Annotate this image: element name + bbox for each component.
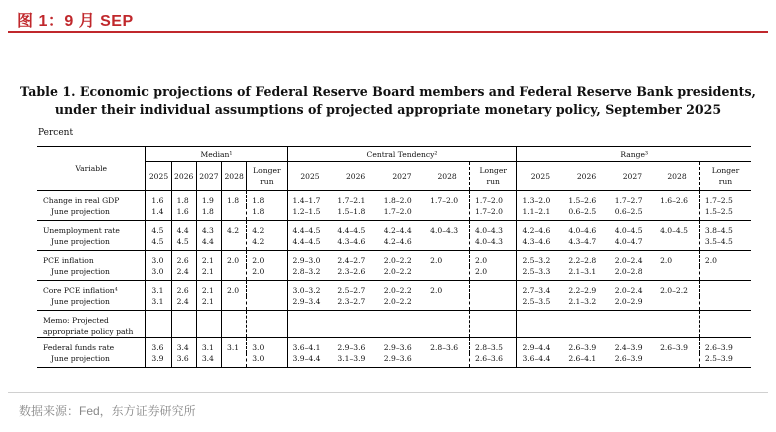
memo-empty-cell [517, 311, 563, 338]
central-value [470, 281, 517, 297]
longer-run-header-line2: run [260, 177, 274, 186]
table-body [37, 191, 751, 368]
median-value: 1.4 [146, 206, 171, 221]
median-value: 2.1 [196, 281, 221, 297]
range-value: 2.0–2.4 [614, 256, 643, 265]
table-row [37, 206, 751, 221]
median-value: 1.8 [171, 191, 196, 207]
longer-run-header [247, 162, 287, 191]
central-value [425, 236, 469, 251]
year-header: 2026 [171, 162, 196, 191]
range-value [655, 236, 699, 251]
central-value: 4.0–4.3 [470, 236, 517, 251]
range-value: 1.7–2.5 [699, 191, 751, 207]
longer-run-header-line1: Longer [479, 166, 507, 175]
range-value: 2.2–2.8 [568, 256, 597, 265]
range-value [699, 281, 751, 297]
central-value: 2.0 [470, 266, 517, 281]
memo-empty-cell [196, 311, 221, 338]
projections-table [37, 146, 751, 368]
central-value: 2.0–2.2 [379, 296, 425, 311]
central-value: 1.2–1.5 [287, 206, 332, 221]
range-value: 4.0–4.5 [660, 226, 689, 235]
range-value: 2.7–3.4 [517, 281, 563, 297]
median-value: 1.6 [146, 191, 171, 207]
central-value: 4.2–4.4 [383, 226, 412, 235]
median-value: 4.5 [171, 236, 196, 251]
range-value: 0.6–2.5 [563, 206, 609, 221]
year-header: 2028 [655, 162, 699, 191]
median-value: 4.5 [146, 236, 171, 251]
central-value: 2.0–2.2 [383, 286, 412, 295]
median-value: 3.1 [222, 338, 247, 354]
median-value: 4.2 [247, 221, 287, 237]
median-value: 3.0 [146, 251, 171, 267]
median-value: 2.0 [222, 281, 247, 297]
range-value: 2.6–3.9 [699, 338, 751, 354]
median-value: 4.2 [247, 236, 287, 251]
median-value [222, 206, 247, 221]
range-value [655, 266, 699, 281]
central-value: 4.3–4.6 [332, 236, 378, 251]
range-value [655, 296, 699, 311]
year-header: 2026 [332, 162, 378, 191]
memo-empty-cell [699, 311, 751, 338]
range-value: 2.0–2.8 [610, 266, 655, 281]
central-value: 2.9–3.6 [337, 343, 366, 352]
range-value: 2.1–3.1 [563, 266, 609, 281]
median-value: 3.6 [146, 338, 171, 354]
year-header: 2027 [196, 162, 221, 191]
range-value: 2.0 [699, 251, 751, 267]
longer-run-header-line1: Longer [711, 166, 740, 175]
table-title-line2: under their individual assumptions of projected appropriate monetary policy, September 2025 [54, 102, 722, 117]
central-value: 2.4–2.7 [337, 256, 366, 265]
median-value: 4.4 [171, 221, 196, 237]
row-label: June projection [37, 206, 146, 221]
median-value [222, 266, 247, 281]
row-label: Change in real GDP [43, 196, 120, 205]
median-value: 3.1 [146, 296, 171, 311]
central-value: 1.7–2.0 [379, 206, 425, 221]
central-value: 2.3–2.6 [332, 266, 378, 281]
median-value: 3.1 [146, 281, 171, 297]
year-header: 2025 [146, 162, 171, 191]
central-value: 1.8–2.0 [383, 196, 412, 205]
central-value: 1.5–1.8 [332, 206, 378, 221]
median-value: 3.6 [171, 353, 196, 368]
memo-empty-cell [425, 311, 469, 338]
central-value: 2.9–3.6 [383, 343, 412, 352]
year-header: 2026 [563, 162, 609, 191]
median-value: 3.4 [196, 353, 221, 368]
table-title-line1: Table 1. Economic projections of Federal Reserve Board members and Federal Reserve Bank presidents, [20, 84, 756, 99]
central-value [425, 206, 469, 221]
range-value [699, 296, 751, 311]
median-value: 2.0 [222, 251, 247, 267]
median-value: 3.1 [196, 338, 221, 354]
range-value [699, 266, 751, 281]
central-value: 2.0–2.2 [383, 256, 412, 265]
memo-empty-cell [379, 311, 425, 338]
range-value: 2.0–2.9 [610, 296, 655, 311]
range-value: 2.0 [660, 256, 673, 265]
table-row [37, 221, 751, 237]
range-value: 2.5–3.2 [517, 251, 563, 267]
memo-empty-cell [247, 311, 287, 338]
central-value: 2.8–3.5 [470, 338, 517, 354]
row-label: June projection [37, 236, 146, 251]
median-value: 2.0 [247, 266, 287, 281]
central-value: 2.8–3.6 [430, 343, 459, 352]
median-value: 2.6 [171, 251, 196, 267]
median-value: 1.8 [247, 206, 287, 221]
year-header: 2025 [517, 162, 563, 191]
memo-empty-cell [470, 311, 517, 338]
range-value: 1.5–2.5 [699, 206, 751, 221]
year-header: 2027 [379, 162, 425, 191]
row-label: June projection [37, 266, 146, 281]
range-value: 2.9–4.4 [517, 338, 563, 354]
longer-run-header-line2: run [718, 177, 733, 186]
range-value: 1.1–2.1 [517, 206, 563, 221]
central-value: 1.4–1.7 [287, 191, 332, 207]
range-value: 4.2–4.6 [517, 221, 563, 237]
memo-empty-cell [610, 311, 655, 338]
median-value: 2.1 [196, 251, 221, 267]
median-value: 3.0 [247, 353, 287, 368]
memo-empty-cell [563, 311, 609, 338]
central-value: 2.3–2.7 [332, 296, 378, 311]
row-label: Core PCE inflation⁴ [43, 286, 118, 295]
median-value [247, 281, 287, 297]
central-value: 2.0–2.2 [379, 266, 425, 281]
range-value: 2.5–3.3 [517, 266, 563, 281]
longer-run-header [699, 162, 751, 191]
range-value: 4.0–4.6 [568, 226, 597, 235]
range-value: 4.0–4.7 [610, 236, 655, 251]
range-group-header: Range³ [517, 147, 751, 162]
range-value: 1.3–2.0 [517, 191, 563, 207]
median-value [222, 296, 247, 311]
row-label: Federal funds rate [43, 343, 115, 352]
year-header: 2028 [425, 162, 469, 191]
central-value: 3.6–4.1 [287, 338, 332, 354]
range-value: 2.1–3.2 [563, 296, 609, 311]
median-value: 1.8 [222, 191, 247, 207]
range-value: 2.6–3.9 [610, 353, 655, 368]
median-group-header: Median¹ [146, 147, 287, 162]
central-value: 1.7–2.1 [337, 196, 366, 205]
median-value: 4.4 [196, 236, 221, 251]
memo-empty-cell [146, 311, 171, 338]
table-row [37, 353, 751, 368]
memo-empty-cell [287, 311, 332, 338]
median-value: 1.6 [171, 206, 196, 221]
range-value: 4.0–4.5 [614, 226, 643, 235]
table-row [37, 236, 751, 251]
range-value: 2.6–3.9 [660, 343, 689, 352]
median-value: 1.8 [247, 191, 287, 207]
longer-run-header-line1: Longer [253, 166, 281, 175]
central-value: 4.0–4.3 [470, 221, 517, 237]
longer-run-header-line2: run [486, 177, 500, 186]
median-value: 2.6 [171, 281, 196, 297]
median-value: 3.9 [146, 353, 171, 368]
variable-header: Variable [37, 147, 146, 191]
median-value: 2.1 [196, 266, 221, 281]
central-value: 4.2–4.6 [379, 236, 425, 251]
median-value: 2.4 [171, 266, 196, 281]
central-tendency-group-header: Central Tendency² [287, 147, 517, 162]
range-value: 2.4–3.9 [614, 343, 643, 352]
header-rule [8, 31, 768, 33]
central-value: 2.0 [470, 251, 517, 267]
table-title [0, 83, 776, 119]
median-value [222, 353, 247, 368]
memo-empty-cell [171, 311, 196, 338]
row-label: Unemployment rate [43, 226, 120, 235]
central-value: 2.9–3.6 [379, 353, 425, 368]
row-label: PCE inflation [43, 256, 94, 265]
median-value [247, 296, 287, 311]
central-value: 2.0 [430, 286, 443, 295]
year-header: 2025 [287, 162, 332, 191]
table-row [37, 191, 751, 207]
range-value: 2.6–3.9 [568, 343, 597, 352]
median-value: 4.2 [222, 221, 247, 237]
memo-empty-cell [655, 311, 699, 338]
range-value: 2.2–2.9 [568, 286, 597, 295]
source-note: 数据来源：Fed，东方证券研究所 [19, 404, 196, 418]
row-label: June projection [37, 296, 146, 311]
central-value [425, 296, 469, 311]
memo-line1: Memo: Projected [43, 316, 109, 325]
central-value: 3.9–4.4 [287, 353, 332, 368]
central-value: 4.4–4.5 [287, 236, 332, 251]
memo-empty-cell [332, 311, 378, 338]
range-value: 4.3–4.6 [517, 236, 563, 251]
central-value [470, 296, 517, 311]
median-value: 4.3 [196, 221, 221, 237]
range-value: 2.6–4.1 [563, 353, 609, 368]
central-value: 2.9–3.4 [287, 296, 332, 311]
memo-row [37, 311, 751, 338]
table-row [37, 281, 751, 297]
range-value: 2.5–3.5 [517, 296, 563, 311]
range-value [655, 353, 699, 368]
table-row [37, 296, 751, 311]
unit-label: Percent [38, 128, 74, 138]
range-value: 2.0–2.4 [614, 286, 643, 295]
table-row [37, 266, 751, 281]
central-value: 2.8–3.2 [287, 266, 332, 281]
figure-label: 图 1：9 月 SEP [17, 13, 134, 30]
range-value: 1.7–2.7 [614, 196, 643, 205]
table-row [37, 251, 751, 267]
median-value: 4.5 [146, 221, 171, 237]
central-value [425, 353, 469, 368]
range-value: 0.6–2.5 [610, 206, 655, 221]
median-value: 3.0 [146, 266, 171, 281]
row-label: June projection [37, 353, 146, 368]
range-value: 2.5–3.9 [699, 353, 751, 368]
range-value: 3.8–4.5 [699, 221, 751, 237]
memo-label [37, 311, 146, 338]
central-value: 2.0 [430, 256, 443, 265]
median-value: 2.4 [171, 296, 196, 311]
range-value: 1.6–2.6 [660, 196, 689, 205]
median-value: 1.8 [196, 206, 221, 221]
median-value: 2.1 [196, 296, 221, 311]
median-value: 2.0 [247, 251, 287, 267]
central-value: 1.7–2.0 [470, 191, 517, 207]
memo-empty-cell [222, 311, 247, 338]
longer-run-header [470, 162, 517, 191]
footer-rule [8, 392, 768, 393]
year-header: 2028 [222, 162, 247, 191]
range-value: 3.6–4.4 [517, 353, 563, 368]
median-value [222, 236, 247, 251]
range-value: 1.5–2.6 [568, 196, 597, 205]
central-value [425, 266, 469, 281]
table-row [37, 338, 751, 354]
central-value: 2.6–3.6 [470, 353, 517, 368]
central-value: 3.1–3.9 [332, 353, 378, 368]
range-value: 3.5–4.5 [699, 236, 751, 251]
central-value: 1.7–2.0 [470, 206, 517, 221]
range-value: 2.0–2.2 [660, 286, 689, 295]
central-value: 4.4–4.5 [337, 226, 366, 235]
central-value: 2.5–2.7 [337, 286, 366, 295]
median-value: 1.9 [196, 191, 221, 207]
median-value: 3.4 [171, 338, 196, 354]
year-header: 2027 [610, 162, 655, 191]
median-value: 3.0 [247, 338, 287, 354]
central-value: 3.0–3.2 [287, 281, 332, 297]
central-value: 1.7–2.0 [430, 196, 459, 205]
memo-line2: appropriate policy path [43, 327, 134, 336]
range-value [655, 206, 699, 221]
central-value: 4.4–4.5 [287, 221, 332, 237]
range-value: 4.3–4.7 [563, 236, 609, 251]
central-value: 2.9–3.0 [287, 251, 332, 267]
central-value: 4.0–4.3 [430, 226, 459, 235]
